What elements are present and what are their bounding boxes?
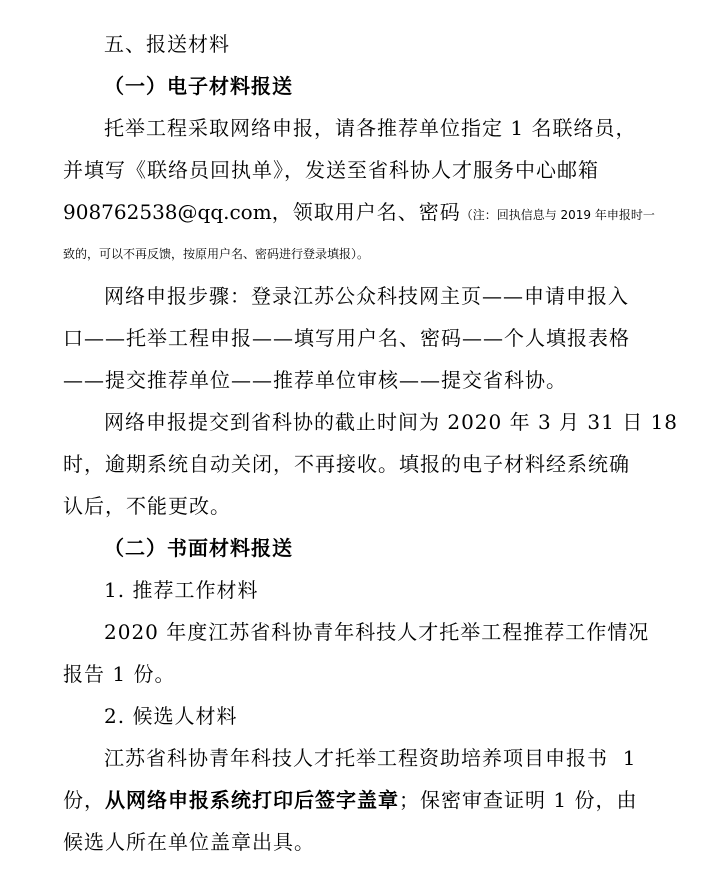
- text-segment: ；保密审查证明 1 份，由: [399, 788, 638, 812]
- paragraph-line: 网络申报提交到省科协的截止时间为 2020 年 3 月 31 日 18: [104, 410, 679, 434]
- text-segment: 份，: [63, 788, 105, 812]
- paragraph-line: 网络申报步骤：登录江苏公众科技网主页——申请申报入: [104, 284, 629, 308]
- paragraph-line: 托举工程采取网络申报，请各推荐单位指定 1 名联络员，: [104, 116, 637, 140]
- email-following-text: ，领取用户名、密码: [271, 200, 461, 224]
- paragraph-line: 时，逾期系统自动关闭，不再接收。填报的电子材料经系统确: [63, 452, 630, 476]
- paragraph-line: 江苏省科协青年科技人才托举工程资助培养项目申报书 1: [104, 746, 637, 770]
- bold-emphasis: 从网络申报系统打印后签字盖章: [105, 788, 399, 812]
- item-title: 1. 推荐工作材料: [104, 578, 259, 602]
- section-heading: 五、报送材料: [104, 32, 230, 56]
- note-continuation: 致的，可以不再反馈，按原用户名、密码进行登录填报）。: [63, 247, 370, 261]
- subheading-paper: （二）书面材料报送: [104, 536, 293, 560]
- paragraph-line: 2020 年度江苏省科协青年科技人才托举工程推荐工作情况: [104, 620, 650, 644]
- paragraph-line: 报告 1 份。: [63, 662, 176, 686]
- note-start: （注：回执信息与 2019 年申报时一: [460, 208, 655, 222]
- paragraph-line: 认后，不能更改。: [63, 494, 231, 518]
- paragraph-line: 候选人所在单位盖章出具。: [63, 830, 315, 854]
- paragraph-line: 并填写《联络员回执单》，发送至省科协人才服务中心邮箱: [63, 158, 599, 182]
- email-address: 908762538@qq.com: [63, 200, 272, 224]
- subheading-electronic: （一）电子材料报送: [104, 74, 293, 98]
- paragraph-line-email: [63, 198, 655, 229]
- paragraph-line: ——提交推荐单位——推荐单位审核——提交省科协。: [63, 368, 567, 392]
- paragraph-line: 口——托举工程申报——填写用户名、密码——个人填报表格: [63, 326, 630, 350]
- paragraph-line-mixed: [63, 786, 637, 814]
- item-title: 2. 候选人材料: [104, 704, 238, 728]
